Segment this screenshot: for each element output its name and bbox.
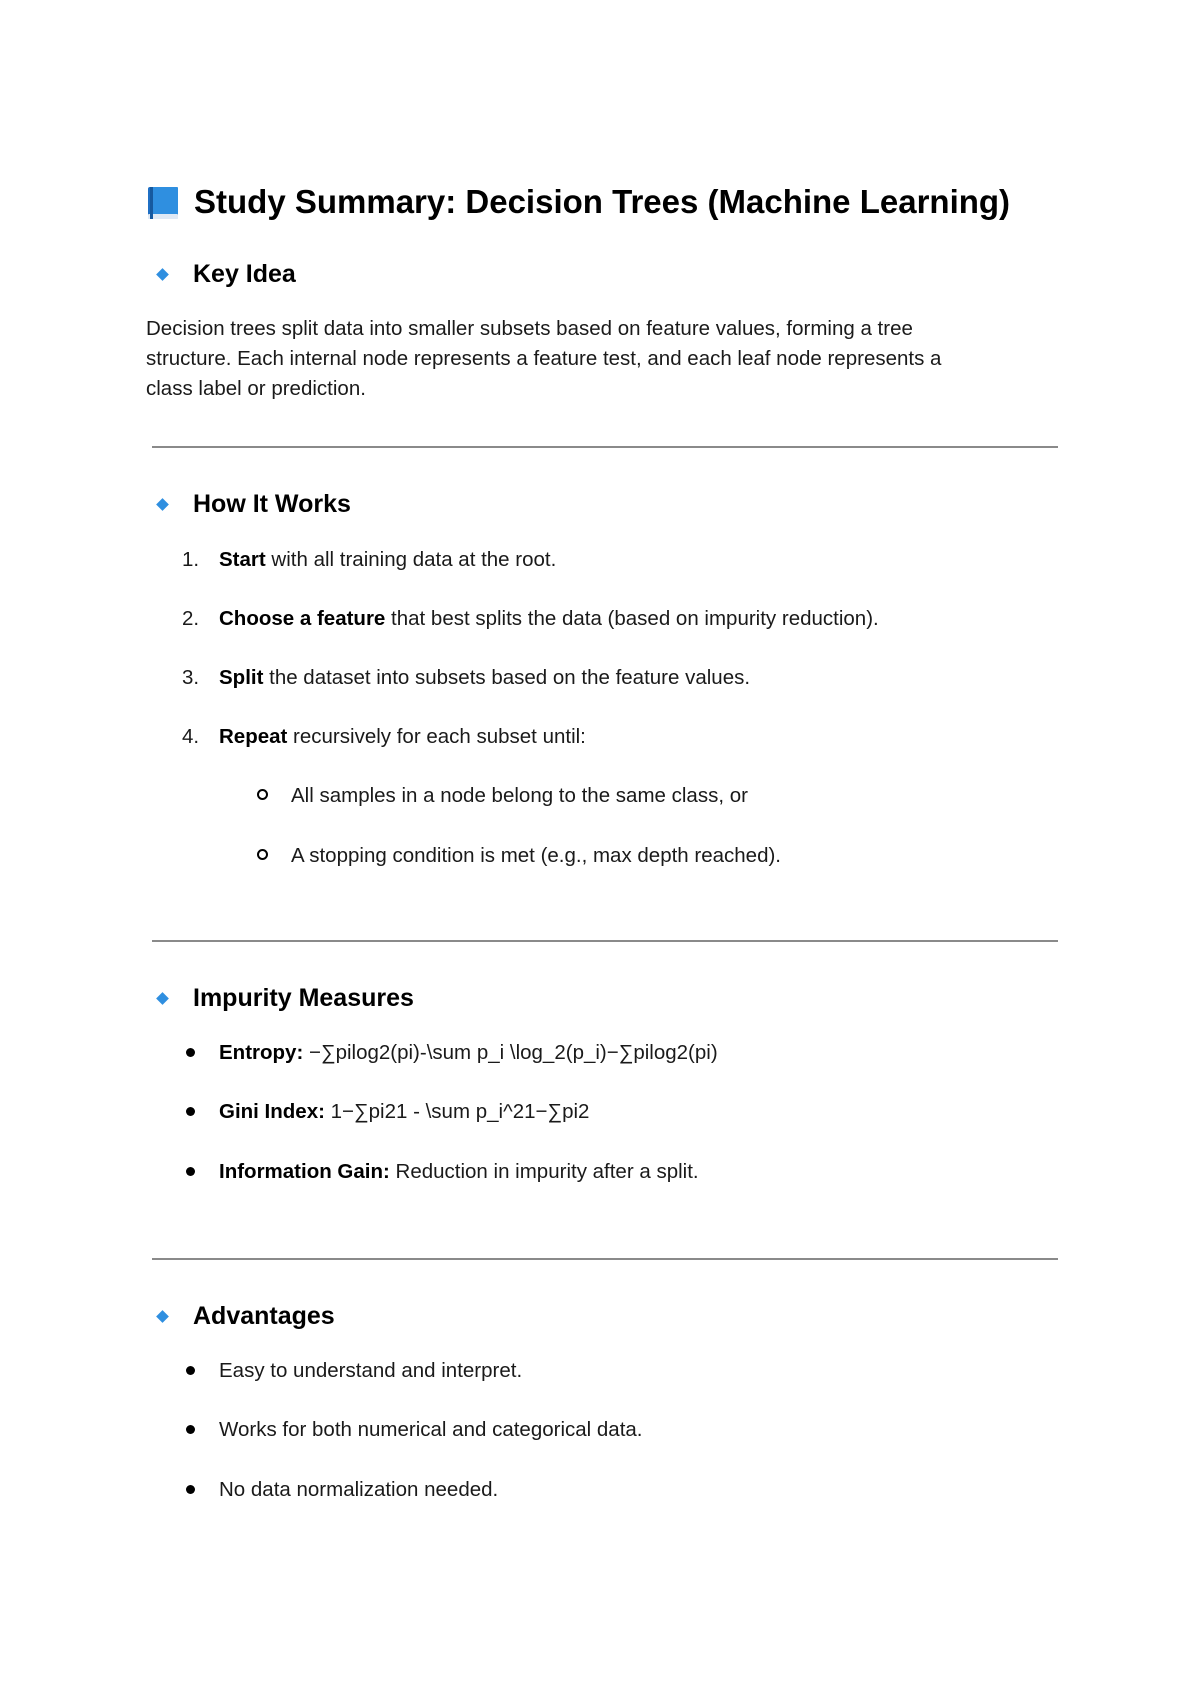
step-number: 4. bbox=[182, 725, 200, 748]
section-heading-text: Advantages bbox=[193, 1302, 335, 1330]
key-idea-line: Decision trees split data into smaller subsets based on feature values, forming a tree bbox=[146, 317, 913, 340]
impurity-item-information-gain bbox=[219, 1158, 699, 1186]
impurity-bold: Gini Index: bbox=[219, 1100, 325, 1123]
key-idea-paragraph bbox=[146, 314, 1026, 404]
blue-diamond-icon bbox=[156, 1310, 169, 1323]
bullet-dot-icon bbox=[186, 1107, 195, 1116]
bullet-dot-icon bbox=[186, 1485, 195, 1494]
step-number: 1. bbox=[182, 548, 200, 571]
impurity-bold: Information Gain: bbox=[219, 1160, 390, 1183]
step-number: 2. bbox=[182, 607, 200, 630]
step-text: that best splits the data (based on impurity reduction). bbox=[385, 607, 879, 630]
section-heading-text: Impurity Measures bbox=[193, 984, 414, 1012]
step-number: 3. bbox=[182, 666, 200, 689]
blue-book-icon bbox=[146, 185, 180, 221]
blue-diamond-icon bbox=[156, 992, 169, 1005]
step-bold: Repeat bbox=[219, 725, 288, 748]
advantage-item: Works for both numerical and categorical data. bbox=[219, 1418, 643, 1441]
section-divider bbox=[152, 1258, 1058, 1260]
step-text: with all training data at the root. bbox=[265, 548, 557, 571]
section-heading-key-idea bbox=[154, 257, 296, 291]
step-item bbox=[219, 546, 556, 574]
section-heading-how-it-works bbox=[154, 487, 351, 521]
bullet-dot-icon bbox=[186, 1425, 195, 1434]
page-title-text: Study Summary: Decision Trees (Machine Learning) bbox=[194, 183, 1011, 220]
hollow-circle-bullet-icon bbox=[257, 789, 268, 800]
blue-diamond-icon bbox=[156, 268, 169, 281]
bullet-dot-icon bbox=[186, 1167, 195, 1176]
page-title bbox=[146, 178, 1010, 226]
step-text: the dataset into subsets based on the feature values. bbox=[263, 666, 751, 689]
bullet-dot-icon bbox=[186, 1048, 195, 1057]
section-heading-advantages bbox=[154, 1299, 335, 1333]
step-item bbox=[219, 723, 586, 751]
step-item bbox=[219, 605, 879, 633]
key-idea-line: structure. Each internal node represents a feature test, and each leaf node represents a bbox=[146, 347, 942, 370]
impurity-item-gini bbox=[219, 1098, 589, 1126]
advantage-item: Easy to understand and interpret. bbox=[219, 1359, 523, 1382]
section-heading-text: Key Idea bbox=[193, 260, 296, 288]
section-heading-impurity-measures bbox=[154, 981, 414, 1015]
section-heading-text: How It Works bbox=[193, 490, 351, 518]
hollow-circle-bullet-icon bbox=[257, 849, 268, 860]
key-idea-line: class label or prediction. bbox=[146, 377, 366, 400]
step-item bbox=[219, 664, 750, 692]
step-bold: Start bbox=[219, 548, 266, 571]
step-text: recursively for each subset until: bbox=[287, 725, 586, 748]
section-divider bbox=[152, 446, 1058, 448]
impurity-text: −∑pilog2(pi)-\sum p_i \log_2(p_i)−∑pilog2(pi) bbox=[303, 1041, 718, 1064]
substep-item: A stopping condition is met (e.g., max depth reached). bbox=[291, 844, 781, 867]
blue-diamond-icon bbox=[156, 498, 169, 511]
bullet-dot-icon bbox=[186, 1366, 195, 1375]
impurity-text: 1−∑pi21 - \sum p_i^21−∑pi2 bbox=[324, 1100, 590, 1123]
step-bold: Split bbox=[219, 666, 264, 689]
impurity-bold: Entropy: bbox=[219, 1041, 304, 1064]
step-bold: Choose a feature bbox=[219, 607, 386, 630]
impurity-item-entropy bbox=[219, 1039, 718, 1067]
advantage-item: No data normalization needed. bbox=[219, 1478, 499, 1501]
section-divider bbox=[152, 940, 1058, 942]
impurity-text: Reduction in impurity after a split. bbox=[389, 1160, 699, 1183]
substep-item: All samples in a node belong to the same class, or bbox=[291, 784, 748, 807]
